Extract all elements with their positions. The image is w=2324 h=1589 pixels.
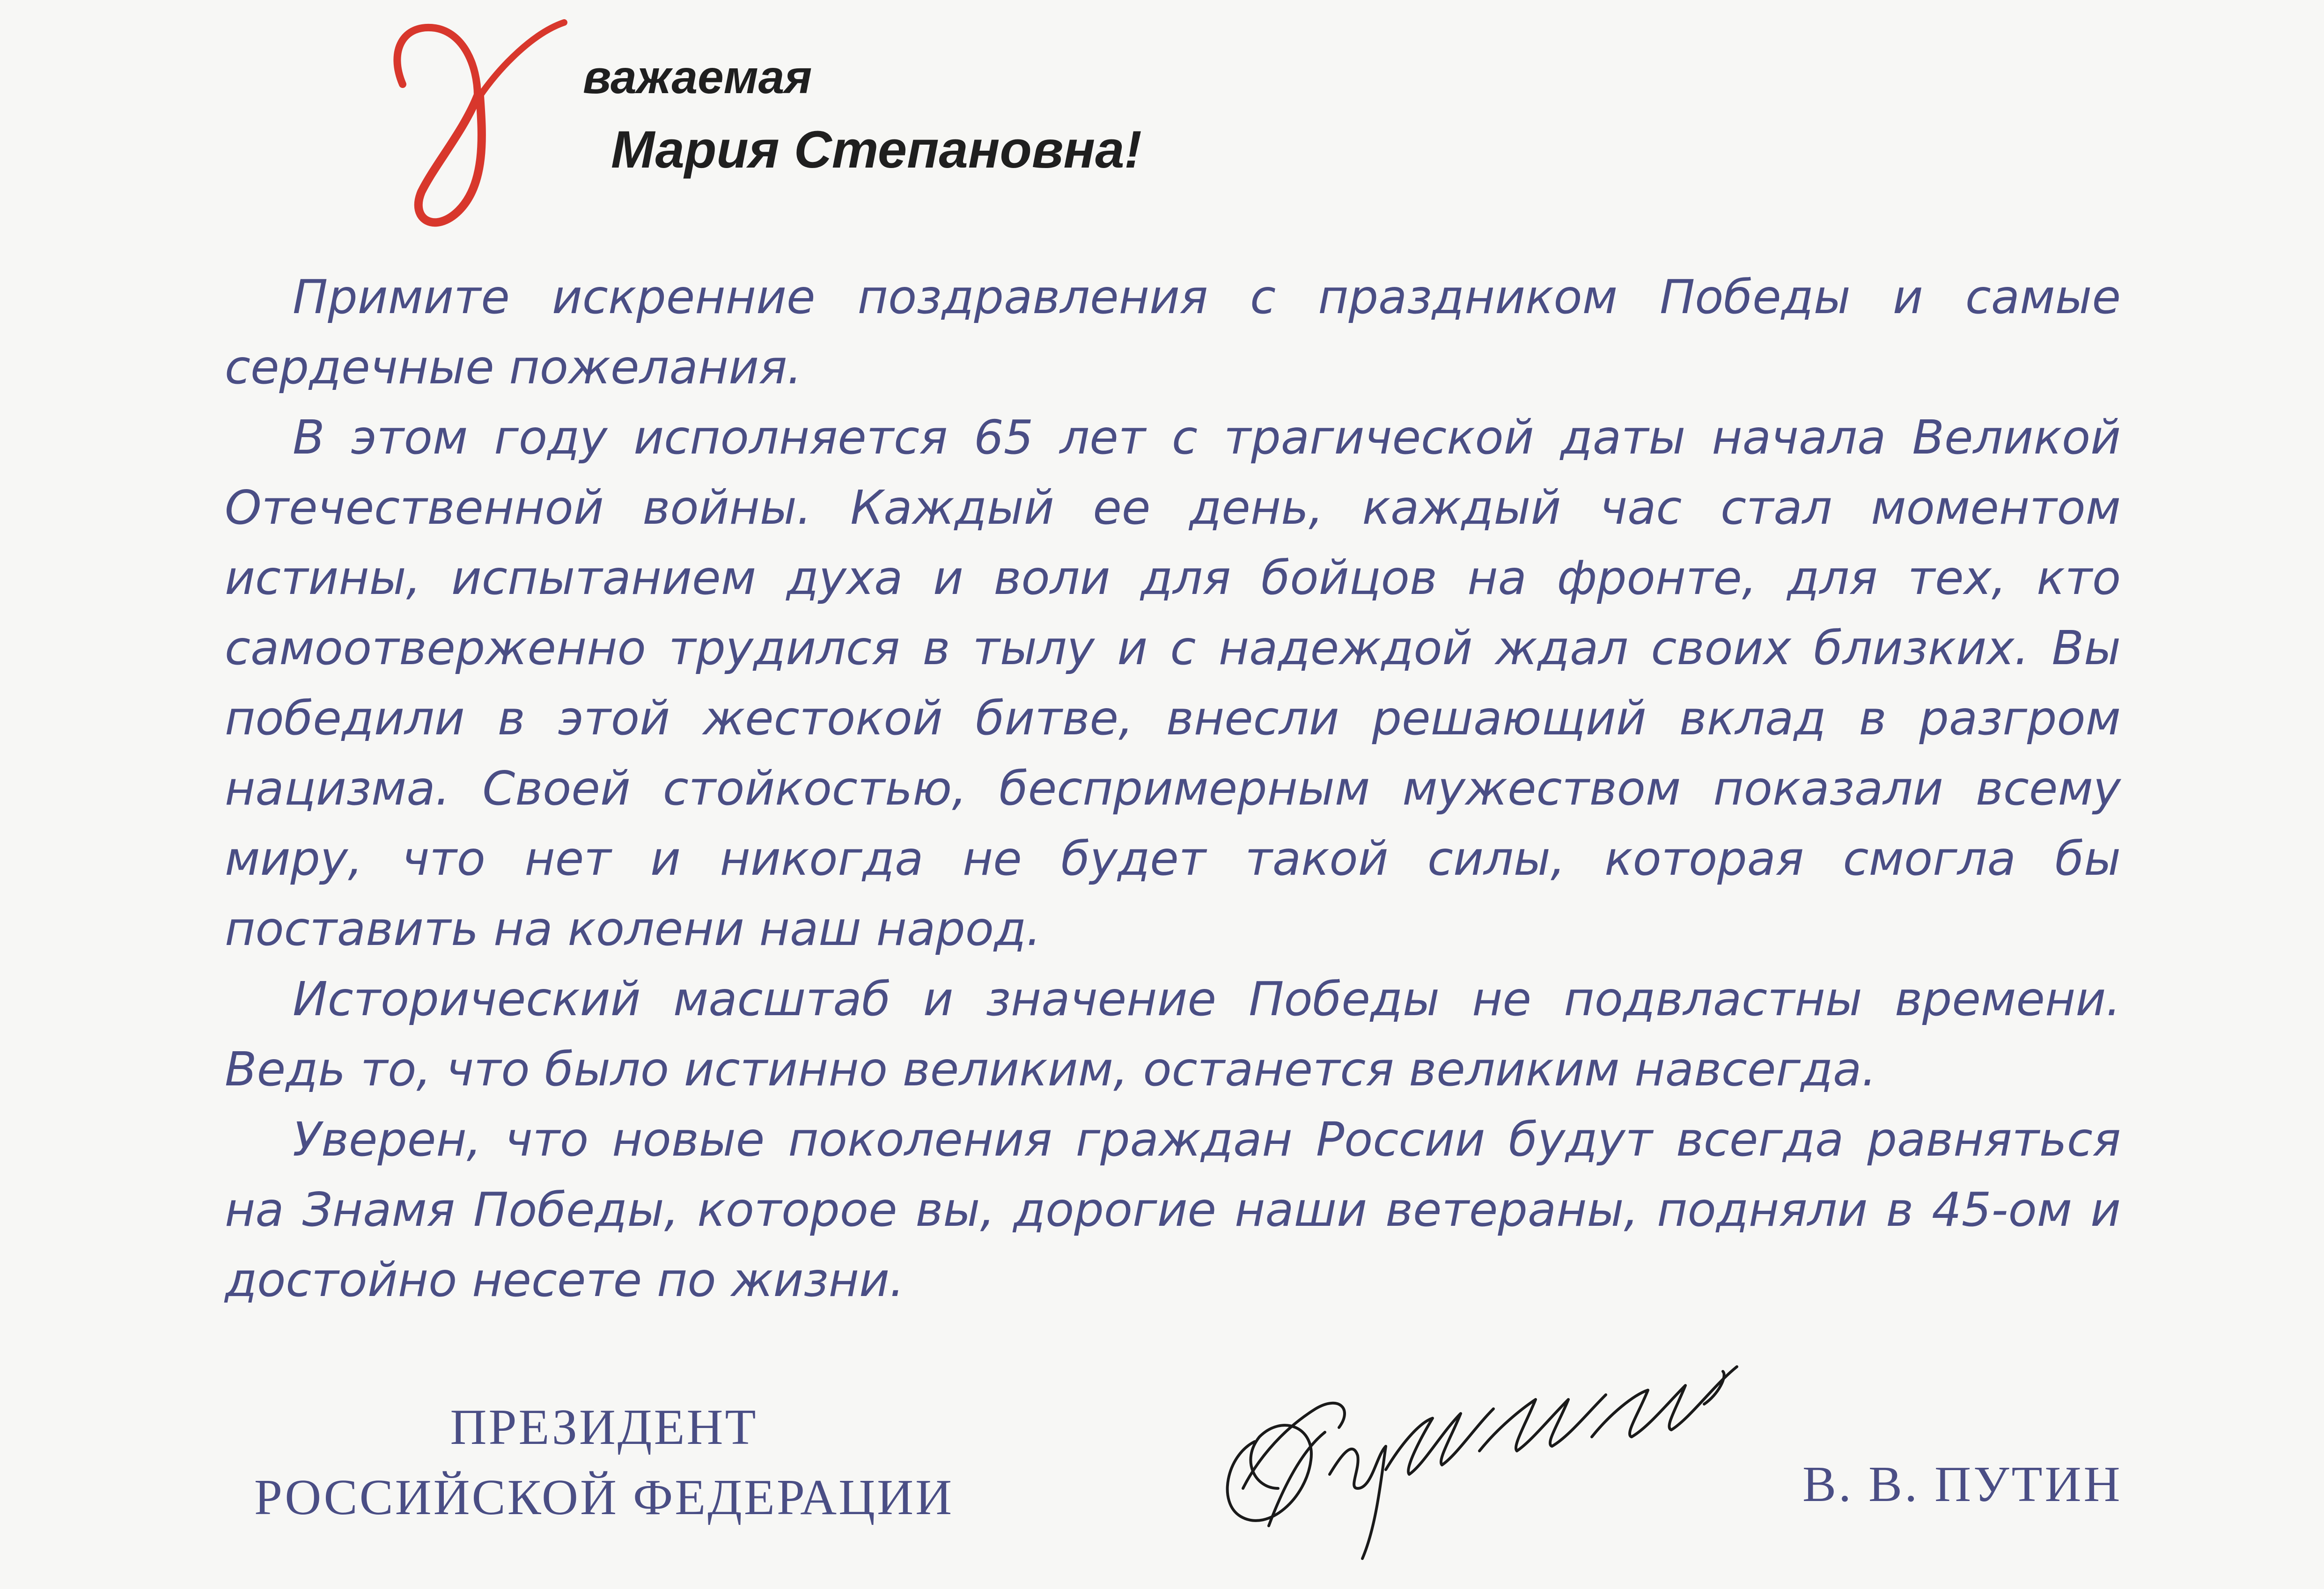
signer-name: В. В. ПУТИН [1802,1457,2123,1512]
signer-title-line-2: РОССИЙСКОЙ ФЕДЕРАЦИИ [254,1470,954,1525]
decorative-initial-letter [384,14,581,234]
paragraph-3: Исторический масштаб и значение Победы не подвластны времени. Ведь то, что было истинно великим, останется великим навсегда. [225,972,2121,1097]
paragraph-2: В этом году исполняется 65 лет с трагической даты начала Великой Отечественной войны. Каждый ее день, каждый час стал моментом истины, испытанием духа и воли для бойцов на фронте, для тех, кто самоотверженно трудился в тылу и с надеждой ждал своих близких. Вы победили в этой жестокой битве, внесли решающий вклад в разгром нацизма. Своей стойкостью, беспримерным мужеством показали всему миру, что нет и никогда не будет такой силы, которая смогла бы поставить на колени наш народ. [225,410,2121,956]
greeting-addressee: Мария Степановна! [611,120,1142,179]
paragraph-4: Уверен, что новые поколения граждан России будут всегда равняться на Знамя Победы, которое вы, дорогие наши ветераны, подняли в 45-ом и достойно несете по жизни. [225,1112,2121,1307]
letter-body [225,262,2121,1315]
handwritten-signature [1199,1348,1751,1568]
greeting-line-1: важаемая [583,51,812,103]
signer-title [220,1392,988,1533]
paragraph-1: Примите искренние поздравления с праздником Победы и самые сердечные пожелания. [225,270,2121,395]
signer-title-line-1: ПРЕЗИДЕНТ [450,1399,758,1455]
